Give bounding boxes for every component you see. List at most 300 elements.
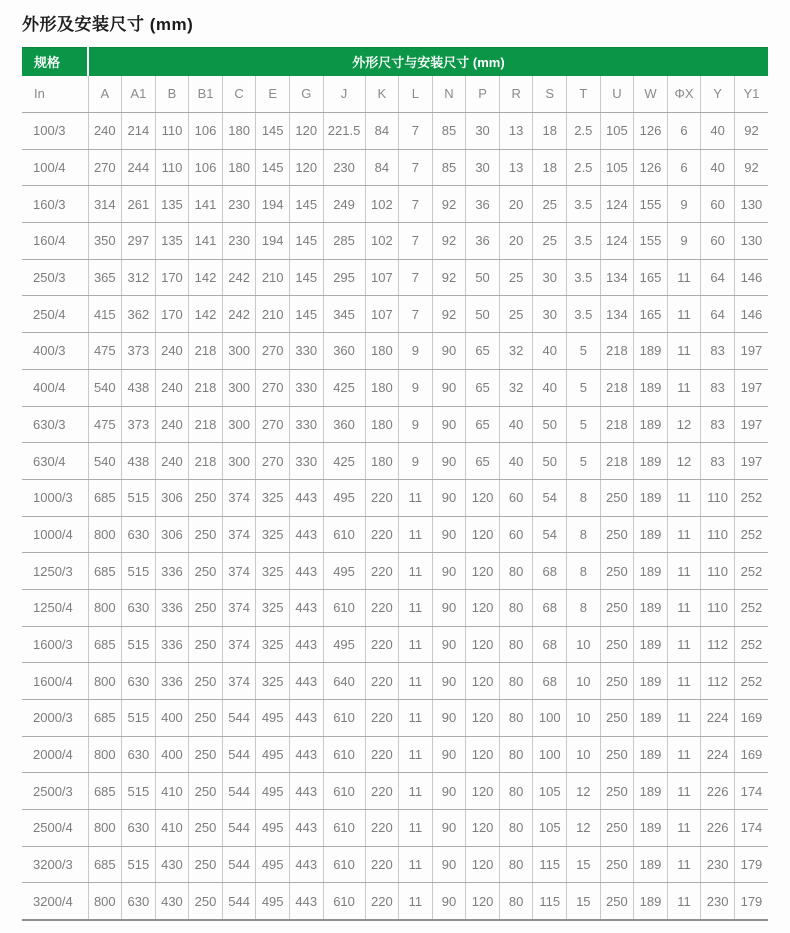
spec-cell: 160/3 xyxy=(22,186,88,223)
value-cell: 214 xyxy=(122,113,156,150)
value-cell: 5 xyxy=(567,369,601,406)
value-cell: 800 xyxy=(88,663,122,700)
value-cell: 83 xyxy=(701,369,735,406)
value-cell: 495 xyxy=(256,810,290,847)
table-row xyxy=(22,846,768,883)
value-cell: 800 xyxy=(88,736,122,773)
value-cell: 25 xyxy=(533,186,567,223)
value-cell: 30 xyxy=(533,296,567,333)
value-cell: 68 xyxy=(533,663,567,700)
value-cell: 120 xyxy=(466,663,500,700)
value-cell: 145 xyxy=(289,296,323,333)
value-cell: 50 xyxy=(466,259,500,296)
value-cell: 374 xyxy=(222,516,256,553)
value-cell: 250 xyxy=(189,883,223,920)
value-cell: 360 xyxy=(323,333,365,370)
value-cell: 100 xyxy=(533,700,567,737)
value-cell: 11 xyxy=(667,700,701,737)
value-cell: 12 xyxy=(667,406,701,443)
value-cell: 112 xyxy=(701,663,735,700)
value-cell: 300 xyxy=(222,333,256,370)
value-cell: 107 xyxy=(365,296,399,333)
value-cell: 80 xyxy=(499,589,533,626)
value-cell: 110 xyxy=(701,516,735,553)
value-cell: 145 xyxy=(289,259,323,296)
value-cell: 325 xyxy=(256,479,290,516)
value-cell: 80 xyxy=(499,736,533,773)
value-cell: 40 xyxy=(701,113,735,150)
value-cell: 10 xyxy=(567,626,601,663)
value-cell: 306 xyxy=(155,479,189,516)
value-cell: 325 xyxy=(256,626,290,663)
value-cell: 330 xyxy=(289,369,323,406)
value-cell: 90 xyxy=(432,516,466,553)
value-cell: 25 xyxy=(533,223,567,260)
value-cell: 495 xyxy=(323,479,365,516)
value-cell: 107 xyxy=(365,259,399,296)
value-cell: 90 xyxy=(432,406,466,443)
column-header-E: E xyxy=(256,76,290,113)
value-cell: 25 xyxy=(499,259,533,296)
value-cell: 102 xyxy=(365,186,399,223)
spec-cell: 3200/4 xyxy=(22,883,88,920)
value-cell: 189 xyxy=(634,663,668,700)
value-cell: 90 xyxy=(432,443,466,480)
table-row xyxy=(22,369,768,406)
value-cell: 11 xyxy=(667,333,701,370)
value-cell: 40 xyxy=(499,443,533,480)
value-cell: 218 xyxy=(600,406,634,443)
value-cell: 84 xyxy=(365,113,399,150)
value-cell: 630 xyxy=(122,736,156,773)
value-cell: 120 xyxy=(466,883,500,920)
value-cell: 40 xyxy=(701,149,735,186)
value-cell: 285 xyxy=(323,223,365,260)
value-cell: 443 xyxy=(289,736,323,773)
value-cell: 90 xyxy=(432,479,466,516)
value-cell: 11 xyxy=(667,259,701,296)
column-header-N: N xyxy=(432,76,466,113)
value-cell: 65 xyxy=(466,443,500,480)
value-cell: 65 xyxy=(466,369,500,406)
table-row xyxy=(22,149,768,186)
value-cell: 92 xyxy=(432,296,466,333)
value-cell: 250 xyxy=(189,773,223,810)
value-cell: 443 xyxy=(289,663,323,700)
column-header-In: In xyxy=(22,76,88,113)
value-cell: 11 xyxy=(399,589,433,626)
value-cell: 126 xyxy=(634,113,668,150)
value-cell: 80 xyxy=(499,553,533,590)
value-cell: 105 xyxy=(533,773,567,810)
value-cell: 240 xyxy=(155,443,189,480)
table-row xyxy=(22,406,768,443)
value-cell: 135 xyxy=(155,223,189,260)
value-cell: 142 xyxy=(189,296,223,333)
value-cell: 250 xyxy=(600,553,634,590)
spec-cell: 250/3 xyxy=(22,259,88,296)
value-cell: 250 xyxy=(189,626,223,663)
value-cell: 145 xyxy=(289,186,323,223)
column-header-R: R xyxy=(499,76,533,113)
value-cell: 8 xyxy=(567,516,601,553)
value-cell: 11 xyxy=(667,736,701,773)
value-cell: 15 xyxy=(567,846,601,883)
value-cell: 90 xyxy=(432,846,466,883)
value-cell: 141 xyxy=(189,186,223,223)
value-cell: 630 xyxy=(122,810,156,847)
value-cell: 515 xyxy=(122,626,156,663)
value-cell: 189 xyxy=(634,883,668,920)
value-cell: 11 xyxy=(667,589,701,626)
value-cell: 36 xyxy=(466,223,500,260)
value-cell: 230 xyxy=(222,186,256,223)
table-row xyxy=(22,773,768,810)
value-cell: 373 xyxy=(122,333,156,370)
value-cell: 124 xyxy=(600,186,634,223)
table-body xyxy=(22,113,768,920)
value-cell: 197 xyxy=(734,406,768,443)
value-cell: 180 xyxy=(365,443,399,480)
value-cell: 83 xyxy=(701,406,735,443)
value-cell: 630 xyxy=(122,516,156,553)
value-cell: 120 xyxy=(466,810,500,847)
value-cell: 218 xyxy=(189,369,223,406)
value-cell: 685 xyxy=(88,626,122,663)
value-cell: 40 xyxy=(533,369,567,406)
value-cell: 475 xyxy=(88,406,122,443)
value-cell: 250 xyxy=(189,700,223,737)
value-cell: 250 xyxy=(600,846,634,883)
value-cell: 189 xyxy=(634,553,668,590)
value-cell: 11 xyxy=(399,810,433,847)
value-cell: 252 xyxy=(734,516,768,553)
value-cell: 11 xyxy=(667,516,701,553)
dims-group-header-cell: 外形尺寸与安装尺寸 (mm) xyxy=(88,48,768,76)
value-cell: 224 xyxy=(701,700,735,737)
value-cell: 120 xyxy=(289,113,323,150)
column-header-B: B xyxy=(155,76,189,113)
value-cell: 120 xyxy=(466,516,500,553)
value-cell: 105 xyxy=(600,149,634,186)
value-cell: 90 xyxy=(432,626,466,663)
value-cell: 270 xyxy=(256,443,290,480)
value-cell: 540 xyxy=(88,369,122,406)
value-cell: 11 xyxy=(399,846,433,883)
value-cell: 174 xyxy=(734,773,768,810)
value-cell: 640 xyxy=(323,663,365,700)
value-cell: 544 xyxy=(222,700,256,737)
value-cell: 105 xyxy=(600,113,634,150)
value-cell: 110 xyxy=(701,553,735,590)
value-cell: 120 xyxy=(466,626,500,663)
value-cell: 165 xyxy=(634,259,668,296)
value-cell: 240 xyxy=(155,406,189,443)
value-cell: 92 xyxy=(432,186,466,223)
value-cell: 15 xyxy=(567,883,601,920)
value-cell: 65 xyxy=(466,333,500,370)
value-cell: 252 xyxy=(734,663,768,700)
value-cell: 800 xyxy=(88,589,122,626)
value-cell: 30 xyxy=(533,259,567,296)
value-cell: 170 xyxy=(155,296,189,333)
spec-group-header-cell: 规格 xyxy=(22,48,88,76)
value-cell: 250 xyxy=(189,553,223,590)
value-cell: 64 xyxy=(701,259,735,296)
column-header-row xyxy=(22,76,768,113)
value-cell: 155 xyxy=(634,186,668,223)
value-cell: 515 xyxy=(122,773,156,810)
value-cell: 314 xyxy=(88,186,122,223)
value-cell: 10 xyxy=(567,700,601,737)
value-cell: 179 xyxy=(734,846,768,883)
value-cell: 169 xyxy=(734,736,768,773)
value-cell: 11 xyxy=(399,773,433,810)
spec-cell: 1000/3 xyxy=(22,479,88,516)
value-cell: 610 xyxy=(323,883,365,920)
value-cell: 11 xyxy=(667,883,701,920)
value-cell: 80 xyxy=(499,626,533,663)
value-cell: 250 xyxy=(600,810,634,847)
value-cell: 50 xyxy=(533,406,567,443)
value-cell: 515 xyxy=(122,700,156,737)
value-cell: 11 xyxy=(667,296,701,333)
value-cell: 11 xyxy=(667,663,701,700)
value-cell: 83 xyxy=(701,443,735,480)
value-cell: 11 xyxy=(667,846,701,883)
value-cell: 68 xyxy=(533,626,567,663)
value-cell: 83 xyxy=(701,333,735,370)
value-cell: 210 xyxy=(256,296,290,333)
value-cell: 544 xyxy=(222,846,256,883)
value-cell: 90 xyxy=(432,700,466,737)
value-cell: 12 xyxy=(667,443,701,480)
column-header-A1: A1 xyxy=(122,76,156,113)
value-cell: 540 xyxy=(88,443,122,480)
value-cell: 189 xyxy=(634,333,668,370)
value-cell: 250 xyxy=(600,773,634,810)
value-cell: 7 xyxy=(399,296,433,333)
value-cell: 90 xyxy=(432,663,466,700)
value-cell: 165 xyxy=(634,296,668,333)
value-cell: 36 xyxy=(466,186,500,223)
value-cell: 300 xyxy=(222,443,256,480)
value-cell: 336 xyxy=(155,553,189,590)
value-cell: 252 xyxy=(734,589,768,626)
value-cell: 120 xyxy=(466,589,500,626)
value-cell: 374 xyxy=(222,626,256,663)
table-row xyxy=(22,810,768,847)
value-cell: 9 xyxy=(399,406,433,443)
value-cell: 194 xyxy=(256,186,290,223)
value-cell: 146 xyxy=(734,259,768,296)
value-cell: 32 xyxy=(499,369,533,406)
table-row xyxy=(22,589,768,626)
value-cell: 252 xyxy=(734,626,768,663)
value-cell: 685 xyxy=(88,846,122,883)
value-cell: 8 xyxy=(567,479,601,516)
spec-cell: 2000/4 xyxy=(22,736,88,773)
value-cell: 84 xyxy=(365,149,399,186)
table-row xyxy=(22,479,768,516)
table-row xyxy=(22,113,768,150)
spec-cell: 160/4 xyxy=(22,223,88,260)
value-cell: 7 xyxy=(399,113,433,150)
spec-cell: 2000/3 xyxy=(22,700,88,737)
value-cell: 250 xyxy=(600,700,634,737)
table-row xyxy=(22,443,768,480)
value-cell: 12 xyxy=(567,810,601,847)
value-cell: 189 xyxy=(634,810,668,847)
value-cell: 100 xyxy=(533,736,567,773)
value-cell: 197 xyxy=(734,333,768,370)
value-cell: 30 xyxy=(466,149,500,186)
value-cell: 9 xyxy=(399,443,433,480)
value-cell: 230 xyxy=(222,223,256,260)
value-cell: 495 xyxy=(256,883,290,920)
value-cell: 64 xyxy=(701,296,735,333)
value-cell: 90 xyxy=(432,810,466,847)
value-cell: 270 xyxy=(256,369,290,406)
value-cell: 134 xyxy=(600,296,634,333)
table-row xyxy=(22,516,768,553)
value-cell: 270 xyxy=(256,406,290,443)
value-cell: 80 xyxy=(499,773,533,810)
value-cell: 230 xyxy=(701,883,735,920)
value-cell: 220 xyxy=(365,883,399,920)
value-cell: 180 xyxy=(365,333,399,370)
value-cell: 60 xyxy=(499,516,533,553)
value-cell: 325 xyxy=(256,663,290,700)
value-cell: 189 xyxy=(634,516,668,553)
value-cell: 11 xyxy=(399,663,433,700)
value-cell: 244 xyxy=(122,149,156,186)
value-cell: 54 xyxy=(533,516,567,553)
value-cell: 90 xyxy=(432,333,466,370)
value-cell: 80 xyxy=(499,700,533,737)
value-cell: 180 xyxy=(222,113,256,150)
value-cell: 126 xyxy=(634,149,668,186)
value-cell: 800 xyxy=(88,810,122,847)
value-cell: 3.5 xyxy=(567,259,601,296)
value-cell: 800 xyxy=(88,516,122,553)
value-cell: 220 xyxy=(365,553,399,590)
value-cell: 210 xyxy=(256,259,290,296)
value-cell: 220 xyxy=(365,589,399,626)
value-cell: 5 xyxy=(567,443,601,480)
value-cell: 54 xyxy=(533,479,567,516)
value-cell: 189 xyxy=(634,369,668,406)
value-cell: 189 xyxy=(634,479,668,516)
value-cell: 110 xyxy=(701,479,735,516)
value-cell: 443 xyxy=(289,700,323,737)
value-cell: 92 xyxy=(734,149,768,186)
value-cell: 685 xyxy=(88,773,122,810)
value-cell: 495 xyxy=(256,846,290,883)
value-cell: 220 xyxy=(365,663,399,700)
value-cell: 18 xyxy=(533,149,567,186)
value-cell: 544 xyxy=(222,883,256,920)
value-cell: 115 xyxy=(533,883,567,920)
value-cell: 20 xyxy=(499,223,533,260)
value-cell: 90 xyxy=(432,589,466,626)
value-cell: 130 xyxy=(734,186,768,223)
value-cell: 8 xyxy=(567,553,601,590)
value-cell: 224 xyxy=(701,736,735,773)
spec-cell: 630/3 xyxy=(22,406,88,443)
value-cell: 146 xyxy=(734,296,768,333)
table-row xyxy=(22,663,768,700)
value-cell: 68 xyxy=(533,589,567,626)
value-cell: 240 xyxy=(88,113,122,150)
value-cell: 374 xyxy=(222,663,256,700)
value-cell: 90 xyxy=(432,883,466,920)
value-cell: 145 xyxy=(256,113,290,150)
value-cell: 2.5 xyxy=(567,113,601,150)
value-cell: 373 xyxy=(122,406,156,443)
value-cell: 443 xyxy=(289,846,323,883)
value-cell: 92 xyxy=(432,259,466,296)
value-cell: 18 xyxy=(533,113,567,150)
value-cell: 218 xyxy=(189,443,223,480)
value-cell: 685 xyxy=(88,700,122,737)
value-cell: 336 xyxy=(155,589,189,626)
value-cell: 250 xyxy=(600,663,634,700)
value-cell: 515 xyxy=(122,479,156,516)
value-cell: 7 xyxy=(399,223,433,260)
value-cell: 65 xyxy=(466,406,500,443)
value-cell: 11 xyxy=(667,479,701,516)
value-cell: 443 xyxy=(289,626,323,663)
column-header-P: P xyxy=(466,76,500,113)
value-cell: 80 xyxy=(499,883,533,920)
value-cell: 90 xyxy=(432,773,466,810)
value-cell: 544 xyxy=(222,773,256,810)
value-cell: 106 xyxy=(189,113,223,150)
value-cell: 189 xyxy=(634,443,668,480)
value-cell: 11 xyxy=(399,736,433,773)
value-cell: 495 xyxy=(256,773,290,810)
value-cell: 7 xyxy=(399,149,433,186)
value-cell: 242 xyxy=(222,259,256,296)
value-cell: 141 xyxy=(189,223,223,260)
value-cell: 180 xyxy=(365,406,399,443)
value-cell: 80 xyxy=(499,846,533,883)
value-cell: 400 xyxy=(155,700,189,737)
value-cell: 610 xyxy=(323,846,365,883)
column-header-S: S xyxy=(533,76,567,113)
value-cell: 85 xyxy=(432,113,466,150)
spec-cell: 2500/4 xyxy=(22,810,88,847)
value-cell: 110 xyxy=(155,113,189,150)
value-cell: 189 xyxy=(634,846,668,883)
value-cell: 438 xyxy=(122,443,156,480)
table-row xyxy=(22,259,768,296)
spec-cell: 400/3 xyxy=(22,333,88,370)
value-cell: 685 xyxy=(88,553,122,590)
value-cell: 220 xyxy=(365,626,399,663)
value-cell: 218 xyxy=(600,369,634,406)
value-cell: 218 xyxy=(600,443,634,480)
value-cell: 10 xyxy=(567,663,601,700)
value-cell: 40 xyxy=(533,333,567,370)
table-row xyxy=(22,223,768,260)
value-cell: 11 xyxy=(399,516,433,553)
value-cell: 443 xyxy=(289,883,323,920)
value-cell: 400 xyxy=(155,736,189,773)
value-cell: 220 xyxy=(365,846,399,883)
column-header-Y1: Y1 xyxy=(734,76,768,113)
